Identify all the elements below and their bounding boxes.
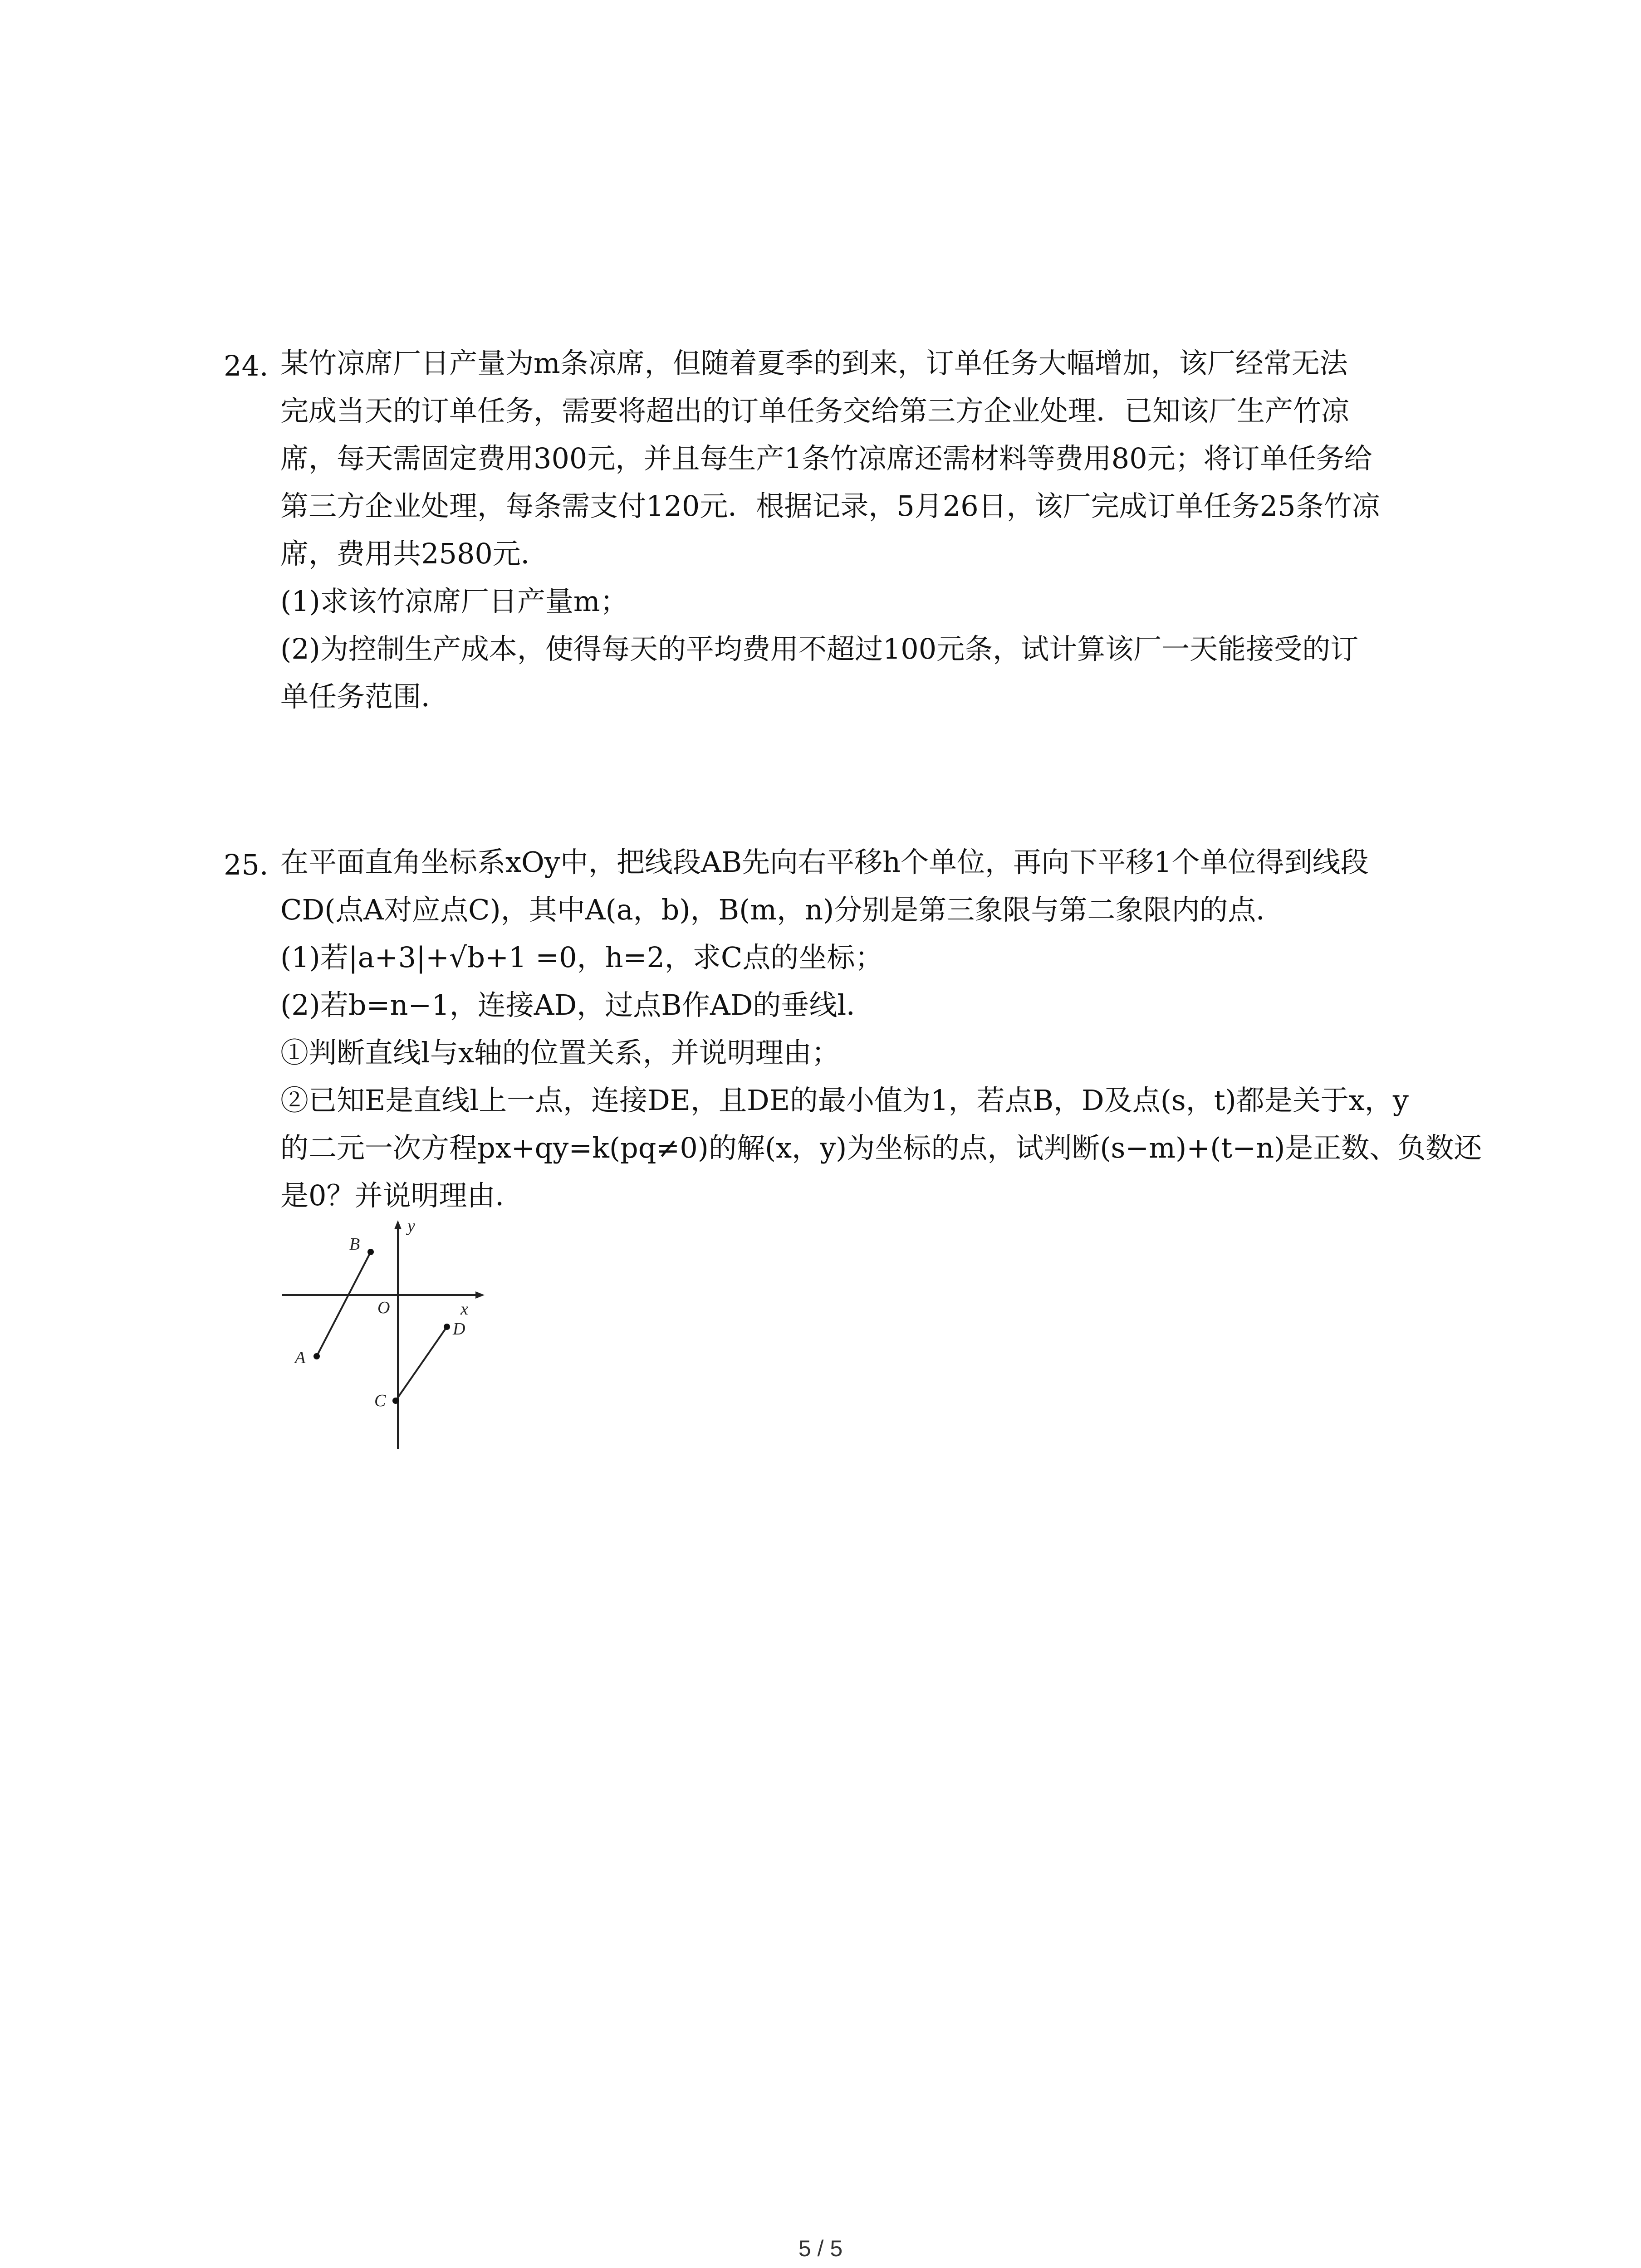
text-line: 席，费用共2580元． [280, 537, 549, 570]
text-line: 某竹凉席厂日产量为m条凉席，但随着夏季的到来，订单任务大幅增加，该厂经常无法 [280, 347, 1348, 380]
label-y: y [407, 1217, 415, 1236]
point-d [444, 1324, 450, 1330]
subquestion-2: (2)为控制生产成本，使得每天的平均费用不超过100元条，试计算该厂一天能接受的订 [280, 632, 1359, 665]
coordinate-figure [277, 1216, 490, 1452]
point-a [314, 1353, 320, 1359]
subquestion-1: (1)若|a+3|+√b+1 =0，h=2，求C点的坐标； [280, 941, 883, 974]
segment-cd [396, 1327, 447, 1401]
label-d: D [453, 1320, 465, 1339]
label-c: C [374, 1391, 386, 1410]
text-line: 第三方企业处理，每条需支付120元．根据记录，5月26日，该厂完成订单任务25条竹凉 [280, 489, 1380, 523]
point-b [367, 1249, 374, 1255]
label-x: x [460, 1300, 468, 1319]
subquestion-2-part-2: ②已知E是直线l上一点，连接DE，且DE的最小值为1，若点B，D及点(s，t)都是关于x，y [280, 1084, 1409, 1117]
subquestion-2: (2)若b=n−1，连接AD，过点B作AD的垂线l． [280, 988, 875, 1022]
text-line: 席，每天需固定费用300元，并且每生产1条竹凉席还需材料等费用80元；将订单任务给 [280, 442, 1372, 475]
page-number: 5 / 5 [798, 2236, 843, 2261]
label-a: A [295, 1348, 306, 1367]
point-c [392, 1398, 399, 1404]
label-b: B [349, 1235, 360, 1254]
question-number: 24. [224, 349, 269, 382]
text-line: 完成当天的订单任务，需要将超出的订单任务交给第三方企业处理．已知该厂生产竹凉 [280, 394, 1350, 427]
x-axis-arrow [475, 1291, 485, 1299]
subquestion-1: (1)求该竹凉席厂日产量m； [280, 585, 628, 618]
subquestion-2-part-1: ①判断直线l与x轴的位置关系，并说明理由； [280, 1036, 840, 1069]
label-origin: O [377, 1298, 390, 1317]
text-line: 在平面直角坐标系xOy中，把线段AB先向右平移h个单位，再向下平移1个单位得到线段 [280, 846, 1369, 879]
text-line: 是0？并说明理由． [280, 1179, 524, 1212]
text-line: 的二元一次方程px+qy=k(pq≠0)的解(x，y)为坐标的点，试判断(s−m)+(t−n)是正数、负数还 [280, 1131, 1482, 1164]
question-number: 25. [224, 848, 269, 881]
segment-ab [317, 1252, 371, 1356]
text-line: 单任务范围． [280, 680, 450, 713]
y-axis-arrow [394, 1220, 402, 1229]
text-line: CD(点A对应点C)，其中A(a，b)，B(m，n)分别是第三象限与第二象限内的点． [280, 893, 1284, 926]
